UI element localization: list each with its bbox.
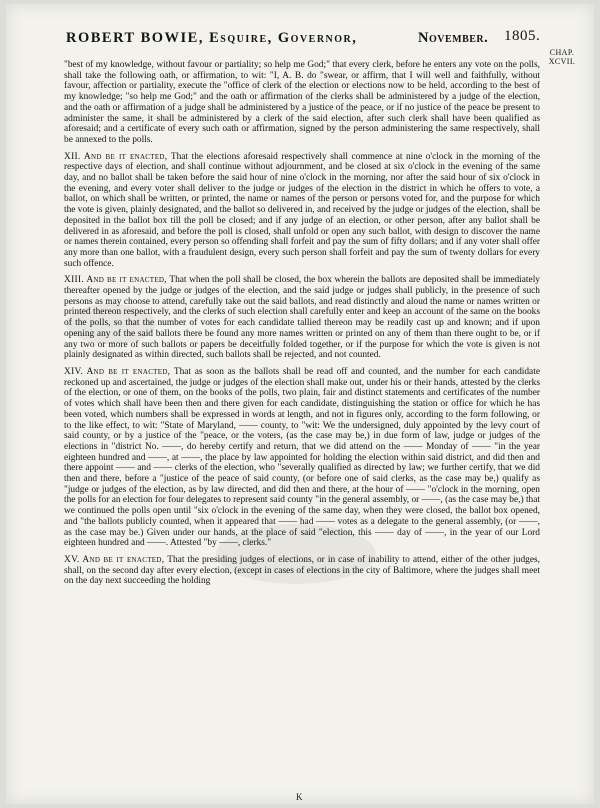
section-text: That the presiding judges of elections, or in case of inability to attend, either of the other judges, shall, on the second day after every election, (except in cases of elections in the city of Baltimore, where the judges shall meet on the day next succeeding the holding [64, 554, 540, 587]
running-head [66, 30, 546, 47]
marginal-chapter-note [541, 48, 583, 66]
running-head-year: 1805. [504, 28, 541, 44]
running-head-month: November. [418, 30, 489, 46]
marginal-chapter-label: CHAP. [549, 48, 575, 57]
paragraph-text: "best of my knowledge, without favour or partiality; so help me God;" that every clerk, before he enters any vote on the polls, shall take the following oath, or affirmation, to wit: "I, A. B. do "swear, or affirm, that I will well and faithfully, without favour, affection or partiality, execute the "office of clerk of the election or elections now to be held, according to the best of my knowledge; "so help me God;" and the oath or affirmation of the clerks shall be administered by a judge of the election, and the oath or affirmation of a judge shall be administered by a justice of the peace, or if no justice of the peace be present to administer the same, it shall be administered by a clerk of the said election, after such clerk shall have been qualified as aforesaid; and a certificate of every such oath or affirmation, signed by the person administering the same respectively, shall be annexed to the polls. [64, 60, 540, 145]
section-heading: XIII. And be it enacted, [64, 275, 167, 286]
marginal-chapter-number: XCVII. [548, 57, 576, 66]
section-text: That as soon as the ballots shall be read off and counted, and the number for each candidate reckoned up and ascertained, the judge or judges of the election shall make out, under his or their hands, attested by the clerks of the election, or one of them, on the books of the polls, two plain, fair and distinct statements and certificates of the number of votes which shall have been then and there given for each candidate, distinguishing the station or office for which he has been voted, which numbers shall be expressed in words at length, and not in figures only, according to the form following, or to the like effect, to wit: "State of Maryland, —— county, to "wit: We the undersigned, duly appointed by the levy court of said county, or by a justice of the "peace, or the voters, (as the case may be,) in due form of law, judge or judges of the elections in "district No. ——, do hereby certify and return, that we did attend on the —— Monday of —— "in the year eighteen hundred and ——, at ——, the place by law appointed for holding the election within said district, and did then and there appoint —— and —— clerks of the election, who "severally qualified as directed by law; we further certify, that we did then and there, before a "justice of the peace of said county, (or before one of said clerks, as the case may be,) qualify as "judge or judges of the election, as by law directed, and did then and there, at the hour of —— "o'clock in the morning, open the polls for an election for four delegates to represent said county "in the general assembly, or ——, (as the case may be,) that we continued the polls open until "six o'clock in the evening of the same day, when they were closed, the ballot box opened, and "the ballots publicly counted, when it appeared that —— had —— votes as a delegate to the general assembly, (or ——, as the case may be.) Given under our hands, at the place of said "election, this —— day of ——, in the year of our Lord eighteen hundred and ——. Attested "by ——, clerks." [64, 366, 540, 549]
section-heading: XII. And be it enacted, [64, 151, 168, 162]
section-xiii [64, 275, 540, 361]
section-heading: XIV. And be it enacted, [64, 366, 171, 377]
section-xiv [64, 367, 540, 549]
section-text: That the elections aforesaid respectively shall commence at nine o'clock in the morning of the respective days of election, and shall continue without adjournment, and be closed at six o'clock in the evening of the same day, and no ballot shall be taken before the said hour of nine o'clock in the morning, nor after the said hour of six o'clock in the evening, and every voter shall deliver to the judge or judges of the election in the district in which he offers to vote, a ballot, on which shall be written, or printed, the name or names of the person or persons voted for, and the purpose for which the vote is given, plainly designated, and the ballot so delivered in, and received by the judge or judges of the election, shall be deposited in the ballot box till the poll be closed; and if any judge of an election, or other person, after any ballot shall be delivered in as aforesaid, and before the poll is closed, shall unfold or open any such ballot, with design to discover the name or names therein contained, every person so offending shall forfeit and pay the sum of fifty dollars; and if any voter shall offer any more than one ballot, with a fraudulent design, every such person shall forfeit and pay the sum of twenty dollars for every such offence. [64, 151, 540, 269]
section-heading: XV. And be it enacted, [64, 554, 165, 565]
section-xii [64, 152, 540, 270]
paragraph-continuation [64, 60, 540, 146]
section-xv [64, 555, 540, 587]
document-page [6, 4, 594, 804]
running-head-title: ROBERT BOWIE, Esquire, Governor, [66, 30, 358, 46]
body-text [64, 60, 540, 587]
signature-mark: K [296, 792, 304, 802]
section-text: That when the poll shall be closed, the box wherein the ballots are deposited shall be immediately thereafter opened by the judge or judges of the election, and the said judge or judges shall publicly, in the presence of such persons as may choose to attend, carefully take out the said ballots, and read distinctly and aloud the name or names written or printed thereon respectively, and the clerks of such election shall carefully enter and keep an account of the same on the books of the polls, so that the number of votes for each candidate tallied thereon may be readily cast up and known; and if upon opening any of the said ballots there be found any more names written or printed on any of them than there ought to be, or if any two or more of such ballots or papers be deceitfully folded together, or if the purpose for which the vote is given is not plainly designated as within directed, such ballots shall be rejected, and not counted. [64, 275, 540, 361]
